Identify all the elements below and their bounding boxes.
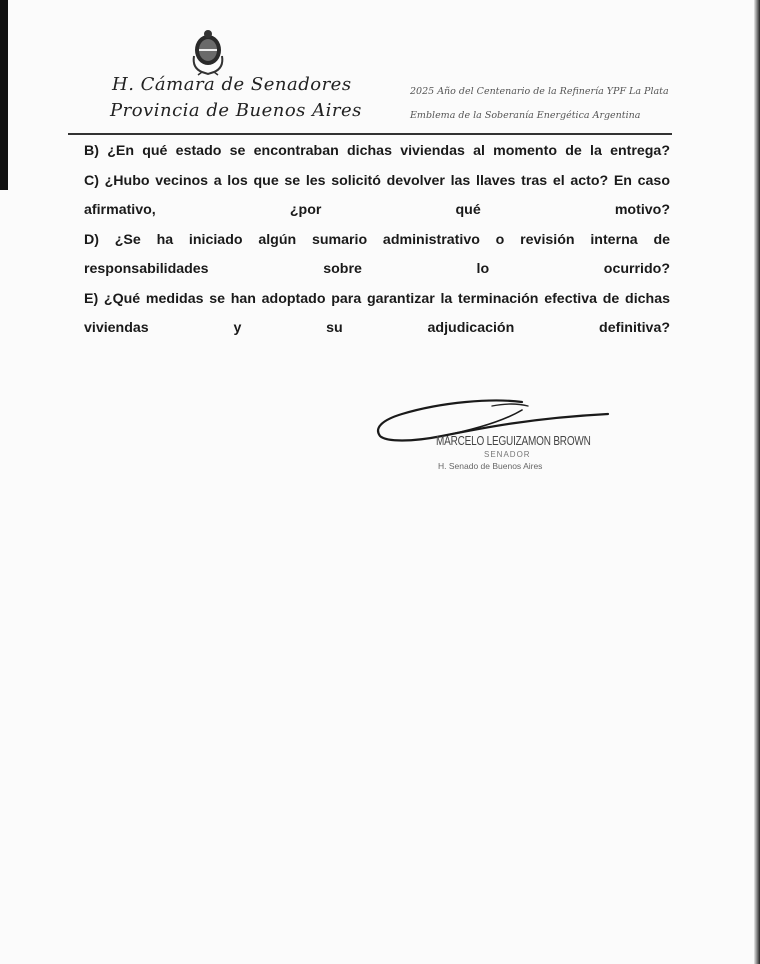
question-d-line1: D) ¿Se ha iniciado algún sumario administrativo o revisión interna de bbox=[84, 231, 670, 248]
institution-province: Provincia de Buenos Aires bbox=[110, 100, 362, 121]
scan-edge-right bbox=[754, 0, 760, 964]
signatory-name: MARCELO LEGUIZAMON BROWN bbox=[436, 435, 591, 449]
coat-of-arms-icon bbox=[188, 28, 228, 76]
institution-name: H. Cámara de Senadores bbox=[112, 74, 352, 95]
signatory-role: SENADOR bbox=[484, 450, 531, 459]
questions-body bbox=[84, 137, 670, 344]
question-c-line1: C) ¿Hubo vecinos a los que se les solicitó devolver las llaves tras el acto? En caso bbox=[84, 172, 670, 189]
question-d-line2: responsabilidades sobre lo ocurrido? bbox=[84, 261, 670, 277]
scan-edge-left bbox=[0, 0, 8, 190]
question-c-line2: afirmativo, ¿por qué motivo? bbox=[84, 202, 670, 218]
question-e-line1: E) ¿Qué medidas se han adoptado para garantizar la terminación efectiva de dichas bbox=[84, 290, 670, 307]
signature-block bbox=[372, 396, 622, 486]
question-e-line2: viviendas y su adjudicación definitiva? bbox=[84, 320, 670, 336]
header-divider bbox=[68, 133, 672, 135]
question-b: B) ¿En qué estado se encontraban dichas viviendas al momento de la entrega? bbox=[84, 143, 670, 159]
motto-line-1: 2025 Año del Centenario de la Refinería YPF La Plata bbox=[410, 86, 669, 97]
signatory-institution: H. Senado de Buenos Aires bbox=[438, 461, 543, 471]
motto-line-2: Emblema de la Soberanía Energética Argentina bbox=[410, 110, 641, 121]
